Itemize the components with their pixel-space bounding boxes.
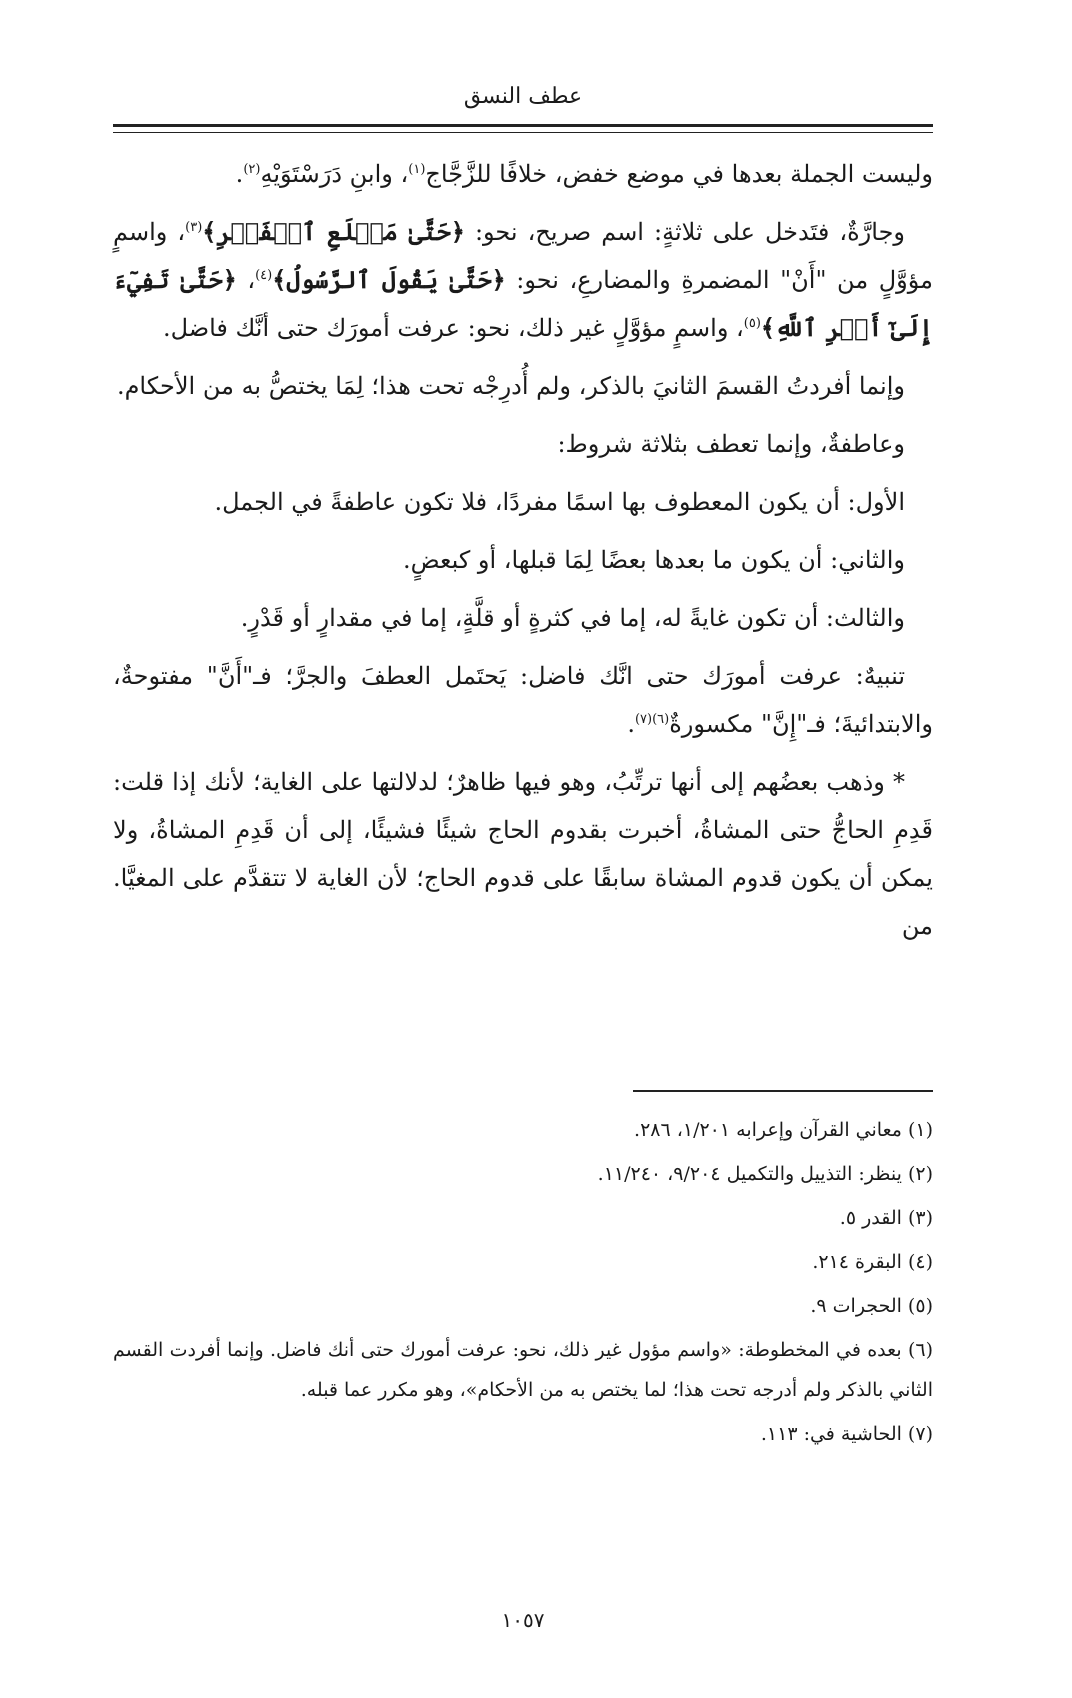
p2-a: وجارَّةٌ، فتَدخل على ثلاثةٍ: اسم صريح، نحو: [464, 218, 905, 246]
p1-mid: ، وابنِ دَرَسْتَوَيْهِ [260, 160, 409, 188]
p2-d: ، واسمٍ مؤوَّلٍ غير ذلك، نحو: عرفت أمورَك حتى أنَّك فاضل. [162, 314, 744, 342]
footnote-3: (٣) القدر ٥. [839, 1207, 933, 1229]
footnote-2: (٢) ينظر: التذييل والتكميل ٩/٢٠٤، ١١/٢٤٠. [597, 1163, 933, 1185]
footnote-separator [633, 1090, 933, 1092]
page-number: ١٠٥٧ [501, 1608, 545, 1632]
paragraph-4: وعاطفةٌ، وإنما تعطف بثلاثة شروط: [557, 430, 905, 458]
paragraph-9: * وذهب بعضُهم إلى أنها ترتِّبُ، وهو فيها ظاهرٌ؛ لدلالتها على الغاية؛ لأنك إذا قلت: قَدِمِ الحاجُّ حتى المشاةُ، أخبرت بقدوم الحاج شيئًا فشيئًا، إلى أن قَدِمِ المشاةُ، ولا يمكن أن يكون قدوم المشاة سابقًا على قدوم الحاج؛ لأن الغاية لا تتقدَّم على المغيَّا. من [113, 768, 933, 940]
p1-end: . [235, 160, 244, 188]
header-rule-thin [113, 132, 933, 133]
paragraph-1 [113, 150, 933, 198]
footnote-ref-2[interactable]: (٢) [243, 162, 261, 177]
footnote-ref-4[interactable]: (٤) [255, 268, 273, 283]
paragraph-2 [113, 208, 933, 352]
footnote-ref-1[interactable]: (١) [408, 162, 426, 177]
paragraph-8 [113, 652, 933, 748]
quran-quote-3: ﴿حَتَّىٰ تَفِيٓءَ إِلَىٰٓ أَمۡرِ ٱللَّهِ﴾ [113, 265, 933, 342]
p8-end: . [627, 710, 635, 738]
p8-a: تنبيهٌ: عرفت أمورَك حتى انَّك فاضل: يَحتَمل العطفَ والجرَّ؛ فـ"أَنَّ" مفتوحةٌ، والابتدائيةَ؛ فـ"إِنَّ" مكسورةٌ [113, 662, 933, 738]
paragraph-3: وإنما أفردتُ القسمَ الثانيَ بالذكر، ولم أُدرِجْه تحت هذا؛ لِمَا يختصُّ به من الأحكام. [116, 372, 905, 400]
p1-text: وليست الجملة بعدها في موضع خفض، خلافًا للزَّجَّاج [425, 160, 933, 188]
running-head: عطف النسق [463, 84, 583, 109]
footnote-4: (٤) البقرة ٢١٤. [812, 1251, 933, 1273]
page [113, 0, 933, 1698]
footnote-ref-5[interactable]: (٥) [743, 316, 761, 331]
paragraph-5: الأول: أن يكون المعطوف بها اسمًا مفردًا، فلا تكون عاطفةً في الجمل. [214, 488, 905, 516]
footnote-7: (٧) الحاشية في: ١١٣. [760, 1423, 933, 1445]
footnote-6: (٦) بعده في المخطوطة: «واسم مؤول غير ذلك، نحو: عرفت أمورك حتى أنك فاضل. وإنما أفردت القسم الثاني بالذكر ولم أدرجه تحت هذا؛ لما يختص به من الأحكام»، وهو مكرر عما قبله. [113, 1339, 933, 1401]
footnote-5: (٥) الحجرات ٩. [810, 1295, 933, 1317]
paragraph-6: والثاني: أن يكون ما بعدها بعضًا لِمَا قبلها، أو كبعضٍ. [403, 546, 905, 574]
main-text [113, 150, 933, 960]
header-rule-thick [113, 124, 933, 127]
p2-c: ، [236, 266, 256, 294]
footnote-ref-6-7[interactable]: (٦)(٧) [634, 712, 670, 727]
quran-quote-2: ﴿حَتَّىٰ يَقُولَ ٱلرَّسُولُ﴾ [272, 265, 506, 294]
p2-b: ، واسمٍ مؤوَّلٍ من "أَنْ" المضمرةِ والمضارعِ، نحو: [113, 218, 933, 294]
footnote-ref-3[interactable]: (٣) [185, 220, 203, 235]
footnotes [113, 1110, 933, 1458]
paragraph-7: والثالث: أن تكون غايةً له، إما في كثرةٍ أو قلَّةٍ، إما في مقدارٍ أو قَدْرٍ. [240, 604, 905, 632]
footnote-1: (١) معاني القرآن وإعرابه ١/٢٠١، ٢٨٦. [634, 1119, 933, 1141]
quran-quote-1: ﴿حَتَّىٰ مَطۡلَعِ ٱلۡفَجۡرِ﴾ [202, 217, 465, 246]
